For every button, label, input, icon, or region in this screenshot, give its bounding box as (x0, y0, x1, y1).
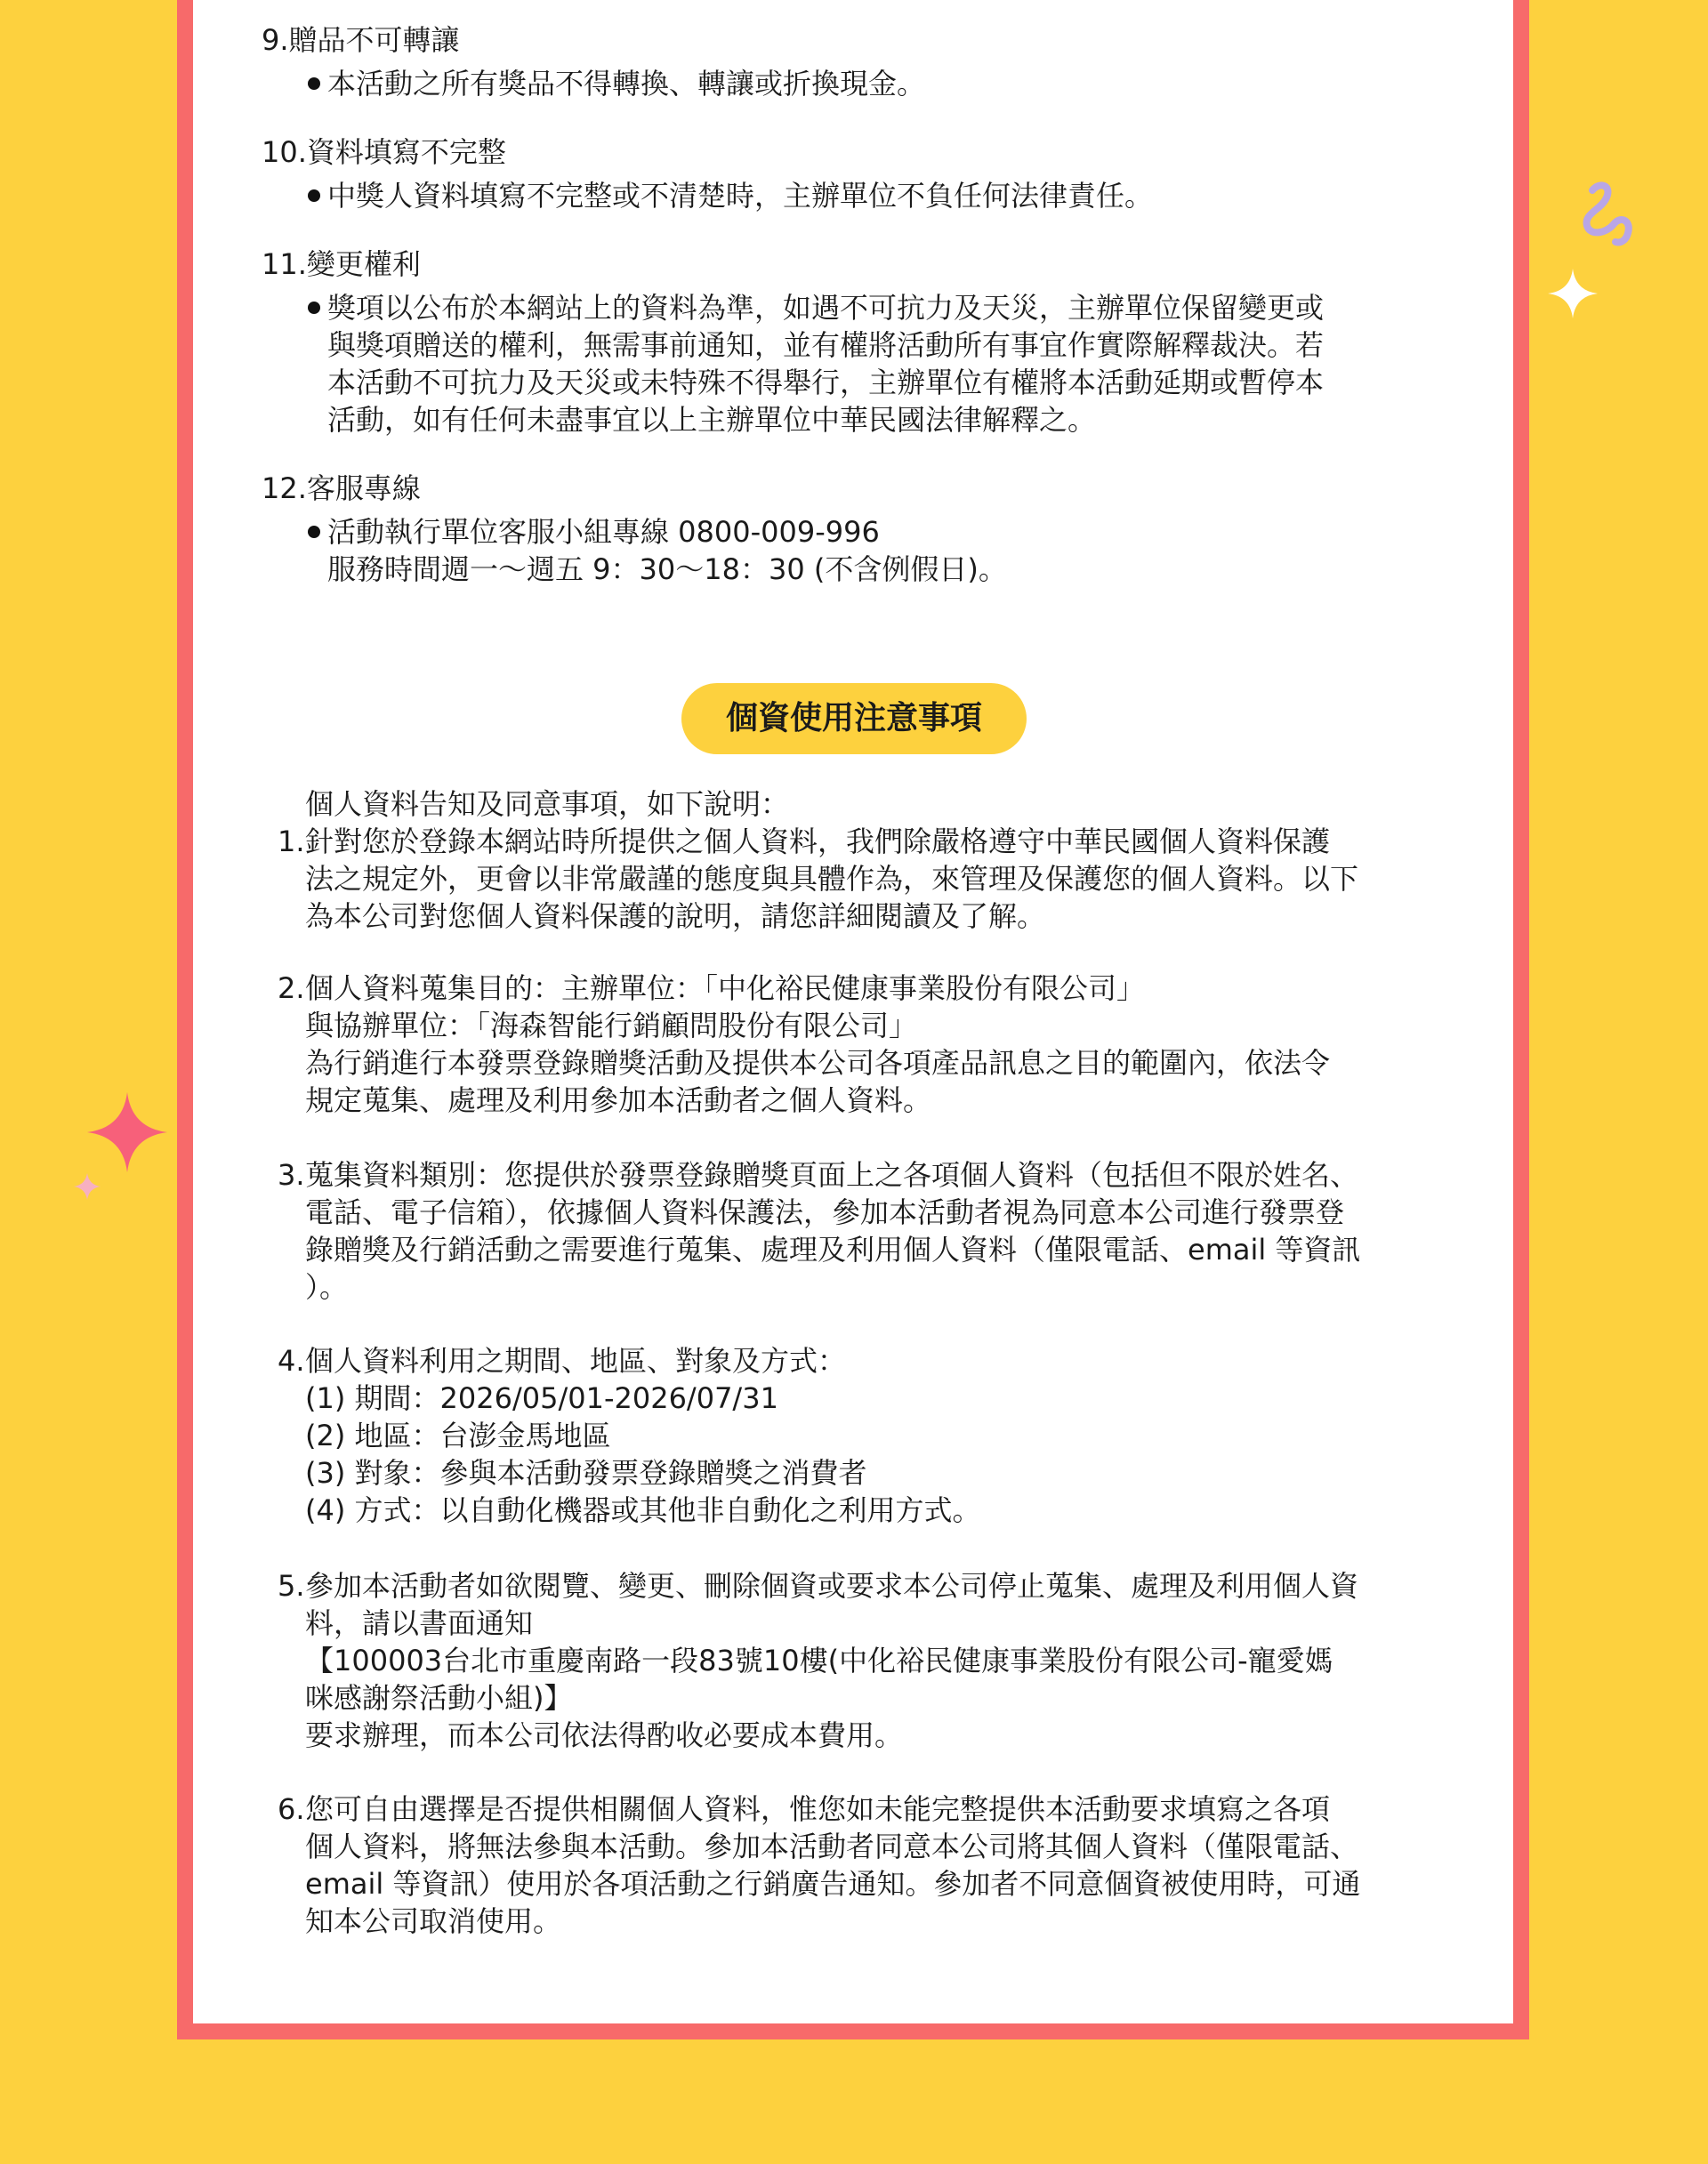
privacy-heading-badge: 個資使用注意事項 (681, 683, 1027, 754)
bullet-dot (308, 77, 320, 90)
bullet-dot (308, 302, 320, 314)
section-11-bullet-line: 本活動不可抗力及天災或未特殊不得舉行，主辦單位有權將本活動延期或暫停本 (327, 366, 1325, 399)
section-11-bullet-line: 獎項以公布於本網站上的資料為準，如遇不可抗力及天災，主辦單位保留變更或 (327, 291, 1325, 325)
section-number: 11. (262, 247, 307, 281)
section-10-heading (262, 133, 506, 171)
privacy-item-line: (3) 對象：參與本活動發票登錄贈獎之消費者 (305, 1456, 867, 1490)
privacy-item-line: 知本公司取消使用。 (305, 1904, 562, 1938)
section-title: 資料填寫不完整 (306, 135, 506, 169)
privacy-item-line: 個人資料蒐集目的：主辦單位：「中化裕民健康事業股份有限公司」 (305, 971, 1146, 1005)
privacy-item-line: 為行銷進行本發票登錄贈獎活動及提供本公司各項產品訊息之目的範圍內，依法令 (305, 1046, 1331, 1080)
privacy-item-line: 電話、電子信箱），依據個人資料保護法，參加本活動者視為同意本公司進行發票登 (305, 1195, 1345, 1229)
section-title: 贈品不可轉讓 (288, 23, 460, 57)
privacy-item-line: 與協辦單位：「海森智能行銷顧問股份有限公司」 (305, 1009, 918, 1042)
section-number: 10. (262, 135, 307, 169)
privacy-item-number: 5. (278, 1569, 305, 1603)
section-11-bullet-line: 活動，如有任何未盡事宜以上主辦單位中華民國法律解釋之。 (327, 403, 1097, 437)
privacy-item-line: ）。 (305, 1270, 349, 1304)
privacy-item-number: 2. (278, 971, 305, 1005)
section-9-bullet: 本活動之所有獎品不得轉換、轉讓或折換現金。 (327, 67, 926, 101)
privacy-item-number: 4. (278, 1344, 305, 1378)
section-title: 客服專線 (306, 471, 421, 505)
bullet-dot (308, 189, 320, 202)
privacy-item-line: 針對您於登錄本網站時所提供之個人資料，我們除嚴格遵守中華民國個人資料保護 (305, 825, 1331, 858)
privacy-item-line: 料，請以書面通知 (305, 1606, 534, 1640)
section-9-heading (262, 21, 460, 59)
section-10-bullet: 中獎人資料填寫不完整或不清楚時，主辦單位不負任何法律責任。 (327, 179, 1154, 213)
privacy-item-line: (1) 期間：2026/05/01-2026/07/31 (305, 1381, 778, 1415)
privacy-item-line: 規定蒐集、處理及利用參加本活動者之個人資料。 (305, 1083, 932, 1117)
section-12-heading (262, 470, 421, 507)
privacy-item-line: 為本公司對您個人資料保護的說明，請您詳細閱讀及了解。 (305, 899, 1046, 933)
section-12-bullet-line: 活動執行單位客服小組專線 0800-009-996 (327, 515, 880, 549)
section-number: 9. (262, 23, 289, 57)
section-number: 12. (262, 471, 307, 505)
section-12-bullet-line: 服務時間週一～週五 9：30～18：30 (不含例假日)。 (327, 552, 1007, 586)
privacy-item-line: email 等資訊）使用於各項活動之行銷廣告通知。參加者不同意個資被使用時，可通 (305, 1867, 1361, 1901)
privacy-item-line: 蒐集資料類別：您提供於發票登錄贈獎頁面上之各項個人資料（包括但不限於姓名、 (305, 1158, 1359, 1192)
section-11-bullet-line: 與獎項贈送的權利，無需事前通知，並有權將活動所有事宜作實際解釋裁決。若 (327, 328, 1325, 362)
privacy-item-number: 6. (278, 1792, 305, 1826)
privacy-item-line: 要求辦理，而本公司依法得酌收必要成本費用。 (305, 1718, 904, 1752)
section-11-heading (262, 245, 421, 283)
privacy-item-number: 3. (278, 1158, 305, 1192)
privacy-item-line: 【100003台北市重慶南路一段83號10樓(中化裕民健康事業股份有限公司-寵愛媽 (305, 1644, 1333, 1677)
privacy-item-line: (4) 方式：以自動化機器或其他非自動化之利用方式。 (305, 1493, 981, 1527)
privacy-item-line: 您可自由選擇是否提供相關個人資料，惟您如未能完整提供本活動要求填寫之各項 (305, 1792, 1331, 1826)
bullet-dot (308, 526, 320, 538)
privacy-item-number: 1. (278, 825, 305, 858)
privacy-item-line: (2) 地區：台澎金馬地區 (305, 1419, 611, 1452)
privacy-intro: 個人資料告知及同意事項，如下說明： (305, 787, 790, 821)
privacy-item-line: 法之規定外，更會以非常嚴謹的態度與具體作為，來管理及保護您的個人資料。以下 (305, 862, 1359, 896)
privacy-item-line: 參加本活動者如欲閱覽、變更、刪除個資或要求本公司停止蒐集、處理及利用個人資 (305, 1569, 1359, 1603)
privacy-item-line: 錄贈獎及行銷活動之需要進行蒐集、處理及利用個人資料（僅限電話、email 等資訊 (305, 1233, 1361, 1267)
privacy-item-line: 個人資料，將無法參與本活動。參加本活動者同意本公司將其個人資料（僅限電話、 (305, 1830, 1359, 1863)
section-title: 變更權利 (306, 247, 421, 281)
privacy-item-line: 個人資料利用之期間、地區、對象及方式： (305, 1344, 847, 1378)
privacy-item-line: 咪感謝祭活動小組)】 (305, 1681, 573, 1715)
